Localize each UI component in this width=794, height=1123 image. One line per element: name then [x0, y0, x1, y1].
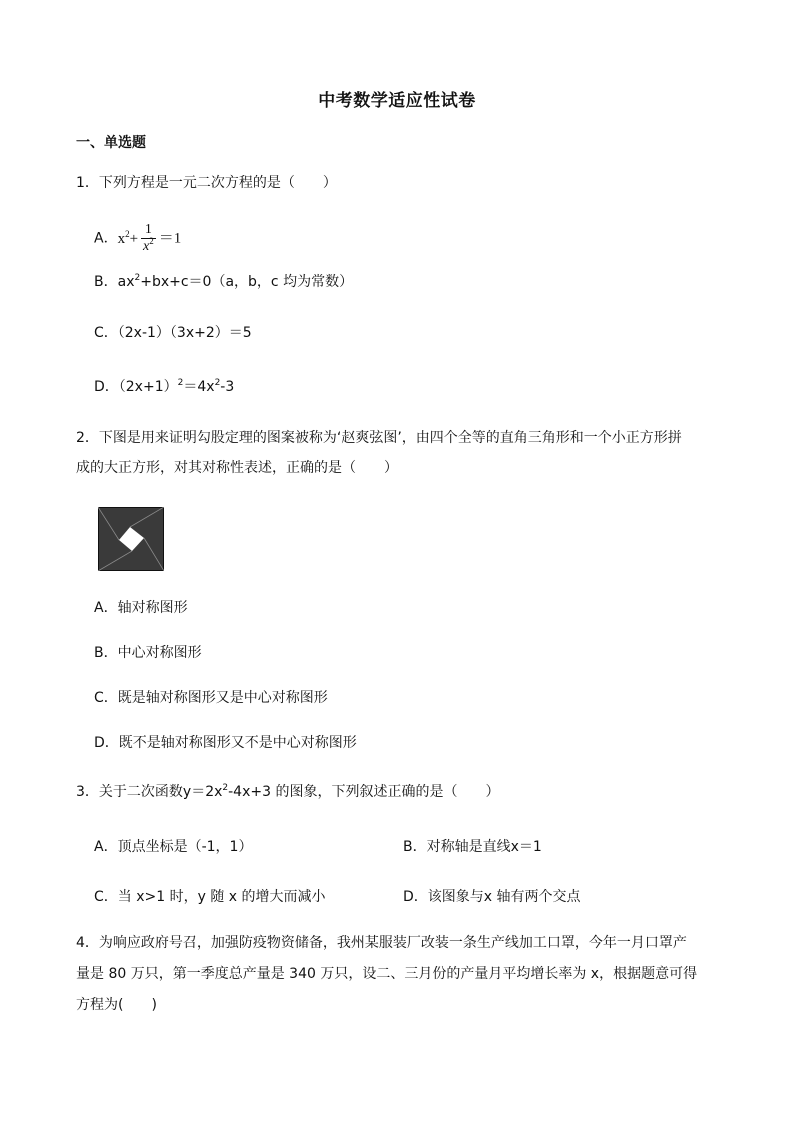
question-4-stem-line-1: 4．为响应政府号召，加强防疫物资储备，我州某服装厂改装一条生产线加工口罩，今年一月口罩产: [76, 935, 687, 951]
question-3-option-c[interactable]: C．当 x>1 时，y 随 x 的增大而减小: [94, 889, 326, 905]
fraction: $\frac{1}{x^2}$: [143, 222, 154, 254]
question-1-option-c[interactable]: C．（2x-1）（3x+2）＝5: [94, 325, 252, 341]
question-2-option-b[interactable]: B．中心对称图形: [94, 645, 202, 661]
question-1-option-a[interactable]: A．$x^2+$ $\frac{1}{x^2}$ ＝1: [94, 222, 182, 254]
question-2-option-a[interactable]: A．轴对称图形: [94, 600, 188, 616]
question-3-stem: 3．关于二次函数$y=2x^2-4x+3$ 的图象，下列叙述正确的是（ ）: [76, 783, 500, 800]
question-2-stem-line-2: 成的大正方形，对其对称性表述，正确的是（ ）: [76, 460, 398, 476]
zhao-shuang-diagram: [98, 507, 164, 571]
question-1-option-b[interactable]: B．$ax^2+bx+c=0(a$，b，c 均为常数）: [94, 273, 354, 290]
question-2-option-d[interactable]: D．既不是轴对称图形又不是中心对称图形: [94, 735, 357, 751]
question-1-stem: 1．下列方程是一元二次方程的是（ ）: [76, 175, 337, 191]
question-2-option-c[interactable]: C．既是轴对称图形又是中心对称图形: [94, 690, 328, 706]
question-3-option-a[interactable]: A．顶点坐标是（-1，1）: [94, 839, 253, 855]
question-1-option-d[interactable]: D．$(2x+1)^2=4x^2-3$: [94, 378, 235, 395]
page-title: 中考数学适应性试卷: [318, 91, 476, 111]
question-2-stem-line-1: 2．下图是用来证明勾股定理的图案被称为‘赵爽弦图’，由四个全等的直角三角形和一个小正方形拼: [76, 430, 682, 446]
section-heading: 一、单选题: [76, 135, 146, 151]
question-4-stem-line-2: 量是 80 万只，第一季度总产量是 340 万只，设二、三月份的产量月平均增长率为 x，根据题意可得: [76, 966, 698, 982]
question-4-stem-line-3: 方程为( ): [76, 997, 157, 1013]
question-3-option-d[interactable]: D．该图象与x 轴有两个交点: [403, 889, 581, 905]
question-3-option-b[interactable]: B．对称轴是直线x＝1: [403, 839, 542, 855]
